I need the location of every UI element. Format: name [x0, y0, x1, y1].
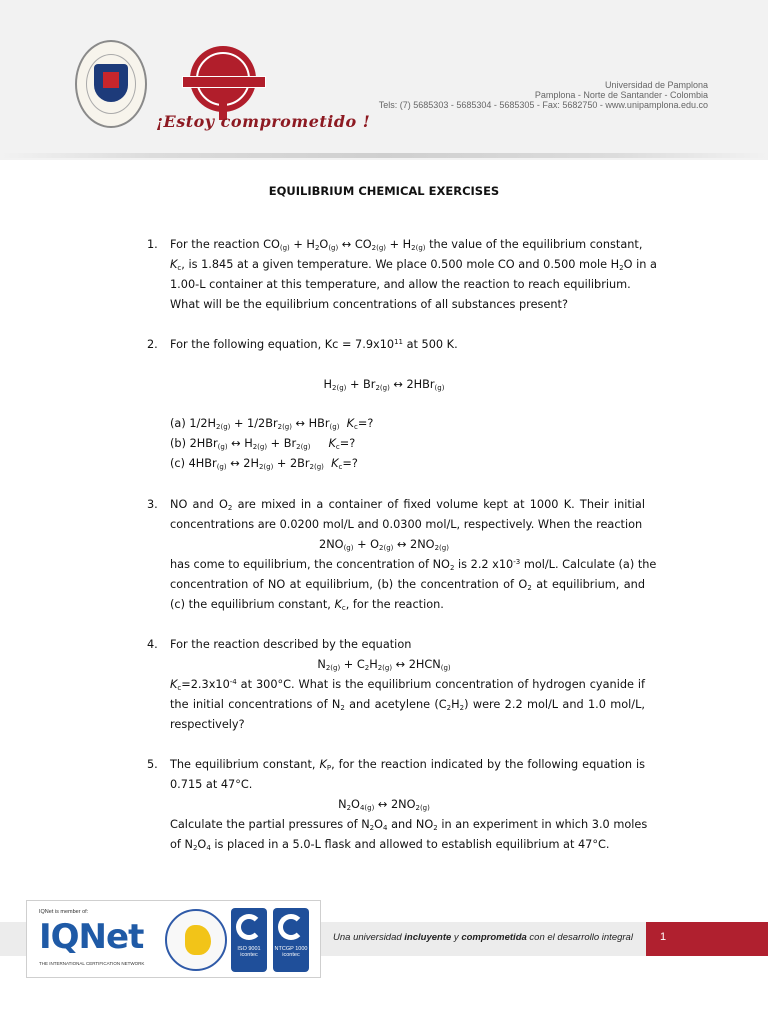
equation: $N_{2(g)} + C_2H_{2(g)}$ ↔ $2HCN_{(g)}$: [317, 658, 451, 672]
iqnet-subtitle: THE INTERNATIONAL CERTIFICATION NETWORK: [39, 961, 145, 966]
equation: $N_2O_{4(g)}$ ↔ $2NO_{2(g)}$: [338, 798, 430, 812]
contact-line: Universidad de Pamplona: [604, 80, 708, 90]
exercise-number: 1.: [147, 238, 158, 251]
exercise-text: respectively?: [170, 718, 245, 731]
icontec-c-icon: [236, 914, 262, 940]
exercise-text: $K_c$, is 1.845 at a given temperature. We place 0.500 mole CO and 0.500 mole $H_2O$ in a: [170, 258, 657, 272]
page-title: EQUILIBRIUM CHEMICAL EXERCISES: [268, 184, 500, 198]
exercise-text: concentration of NO at equilibrium, (b) the concentration of $O_2$ at equilibrium, and: [170, 578, 645, 592]
slogan: ¡Estoy comprometido !: [156, 112, 371, 131]
exercise-text: For the reaction $CO_{(g)} + H_2O_{(g)}$ ↔ $CO_{2(g)} + H_{2(g)}$ the value of the equilibrium constant,: [170, 238, 643, 252]
contact-line: Pamplona - Norte de Santander - Colombia: [534, 90, 708, 100]
header-divider: [0, 153, 768, 158]
page-number: 1: [660, 931, 667, 943]
icontec-ntcgp-badge: NTCGP 1000 icontec: [273, 908, 309, 972]
exercise-text: (b) 2HBr$_{(g)}$ ↔ $H_{2(g)} + Br_{2(g)}$ $K_c=$?: [170, 437, 356, 451]
footer-tagline: Una universidad incluyente y comprometida con el desarrollo integral: [333, 932, 633, 943]
exercise-text: 1.00-L container at this temperature, and allow the reaction to reach equilibrium.: [170, 278, 631, 291]
icontec-c-icon: [278, 914, 304, 940]
exercise-text: (c) 4HBr$_{(g)}$ ↔ $2H_{2(g)} + 2Br_{2(g)}$ $K_c=$?: [170, 457, 358, 471]
exercise-text: NO and $O_2$ are mixed in a container of fixed volume kept at 1000 K. Their initial: [170, 498, 645, 512]
shield-icon: [94, 64, 128, 102]
exercise-text: concentrations are 0.0200 mol/L and 0.0300 mol/L, respectively. When the reaction: [170, 518, 643, 531]
exercise-text: (a) $1/2H_{2(g)} + 1/2Br_{2(g)}$ ↔ HBr$_{(g)}$ $K_c=$?: [170, 417, 374, 431]
university-seal-logo: [75, 40, 147, 128]
iqnet-logo: IQNet: [39, 917, 144, 957]
exercise-text: 0.715 at 47°C.: [170, 778, 253, 791]
exercise-text: What will be the equilibrium concentrations of all substances present?: [170, 298, 568, 311]
exercise-number: 5.: [147, 758, 158, 771]
certification-logos: [26, 900, 321, 978]
icontec-iso-badge: ISO 9001 icontec: [231, 908, 267, 972]
exercise-text: of $N_2O_4$ is placed in a 5.0-L flask and allowed to establish equilibrium at 47°C.: [170, 838, 610, 852]
exercise-text: (c) the equilibrium constant, $K_c$, for the reaction.: [170, 598, 444, 612]
exercise-text: For the following equation, $Kc = 7.9x10^{11}$ at 500 K.: [170, 338, 458, 351]
exercise-text: For the reaction described by the equation: [170, 638, 412, 651]
exercise-number: 2.: [147, 338, 158, 351]
exercise-number: 3.: [147, 498, 158, 511]
government-certification-badge: [165, 909, 227, 971]
equation: $2NO_{(g)} + O_{2(g)}$ ↔ $2NO_{2(g)}$: [319, 538, 449, 552]
page-header: [0, 0, 768, 160]
contact-line: Tels: (7) 5685303 - 5685304 - 5685305 - Fax: 5682750 - www.unipamplona.edu.co: [378, 100, 708, 110]
exercise-text: The equilibrium constant, $K_P$, for the reaction indicated by the following equation is: [170, 758, 645, 772]
accreditation-logo: [190, 46, 256, 112]
exercise-text: $K_c=2.3x10^{-4}$ at 300°C. What is the equilibrium concentration of hydrogen cyanide if: [170, 678, 645, 692]
exercise-text: the initial concentrations of $N_2$ and acetylene $(C_2H_2)$ were 2.2 mol/L and 1.0 mol/L,: [170, 698, 645, 712]
equation: $H_{2(g)} + Br_{2(g)}$ ↔ 2HBr$_{(g)}$: [323, 378, 445, 392]
colombia-map-icon: [185, 925, 211, 955]
exercise-text: has come to equilibrium, the concentration of $NO_2$ is 2.2 $x10^{-3}$ mol/L. Calculate (a) the: [170, 558, 657, 572]
exercise-number: 4.: [147, 638, 158, 651]
iqnet-member-text: IQNet is member of:: [39, 909, 89, 915]
exercise-text: Calculate the partial pressures of $N_2O_4$ and $NO_2$ in an experiment in which 3.0 moles: [170, 818, 648, 832]
contact-info: [379, 80, 708, 110]
